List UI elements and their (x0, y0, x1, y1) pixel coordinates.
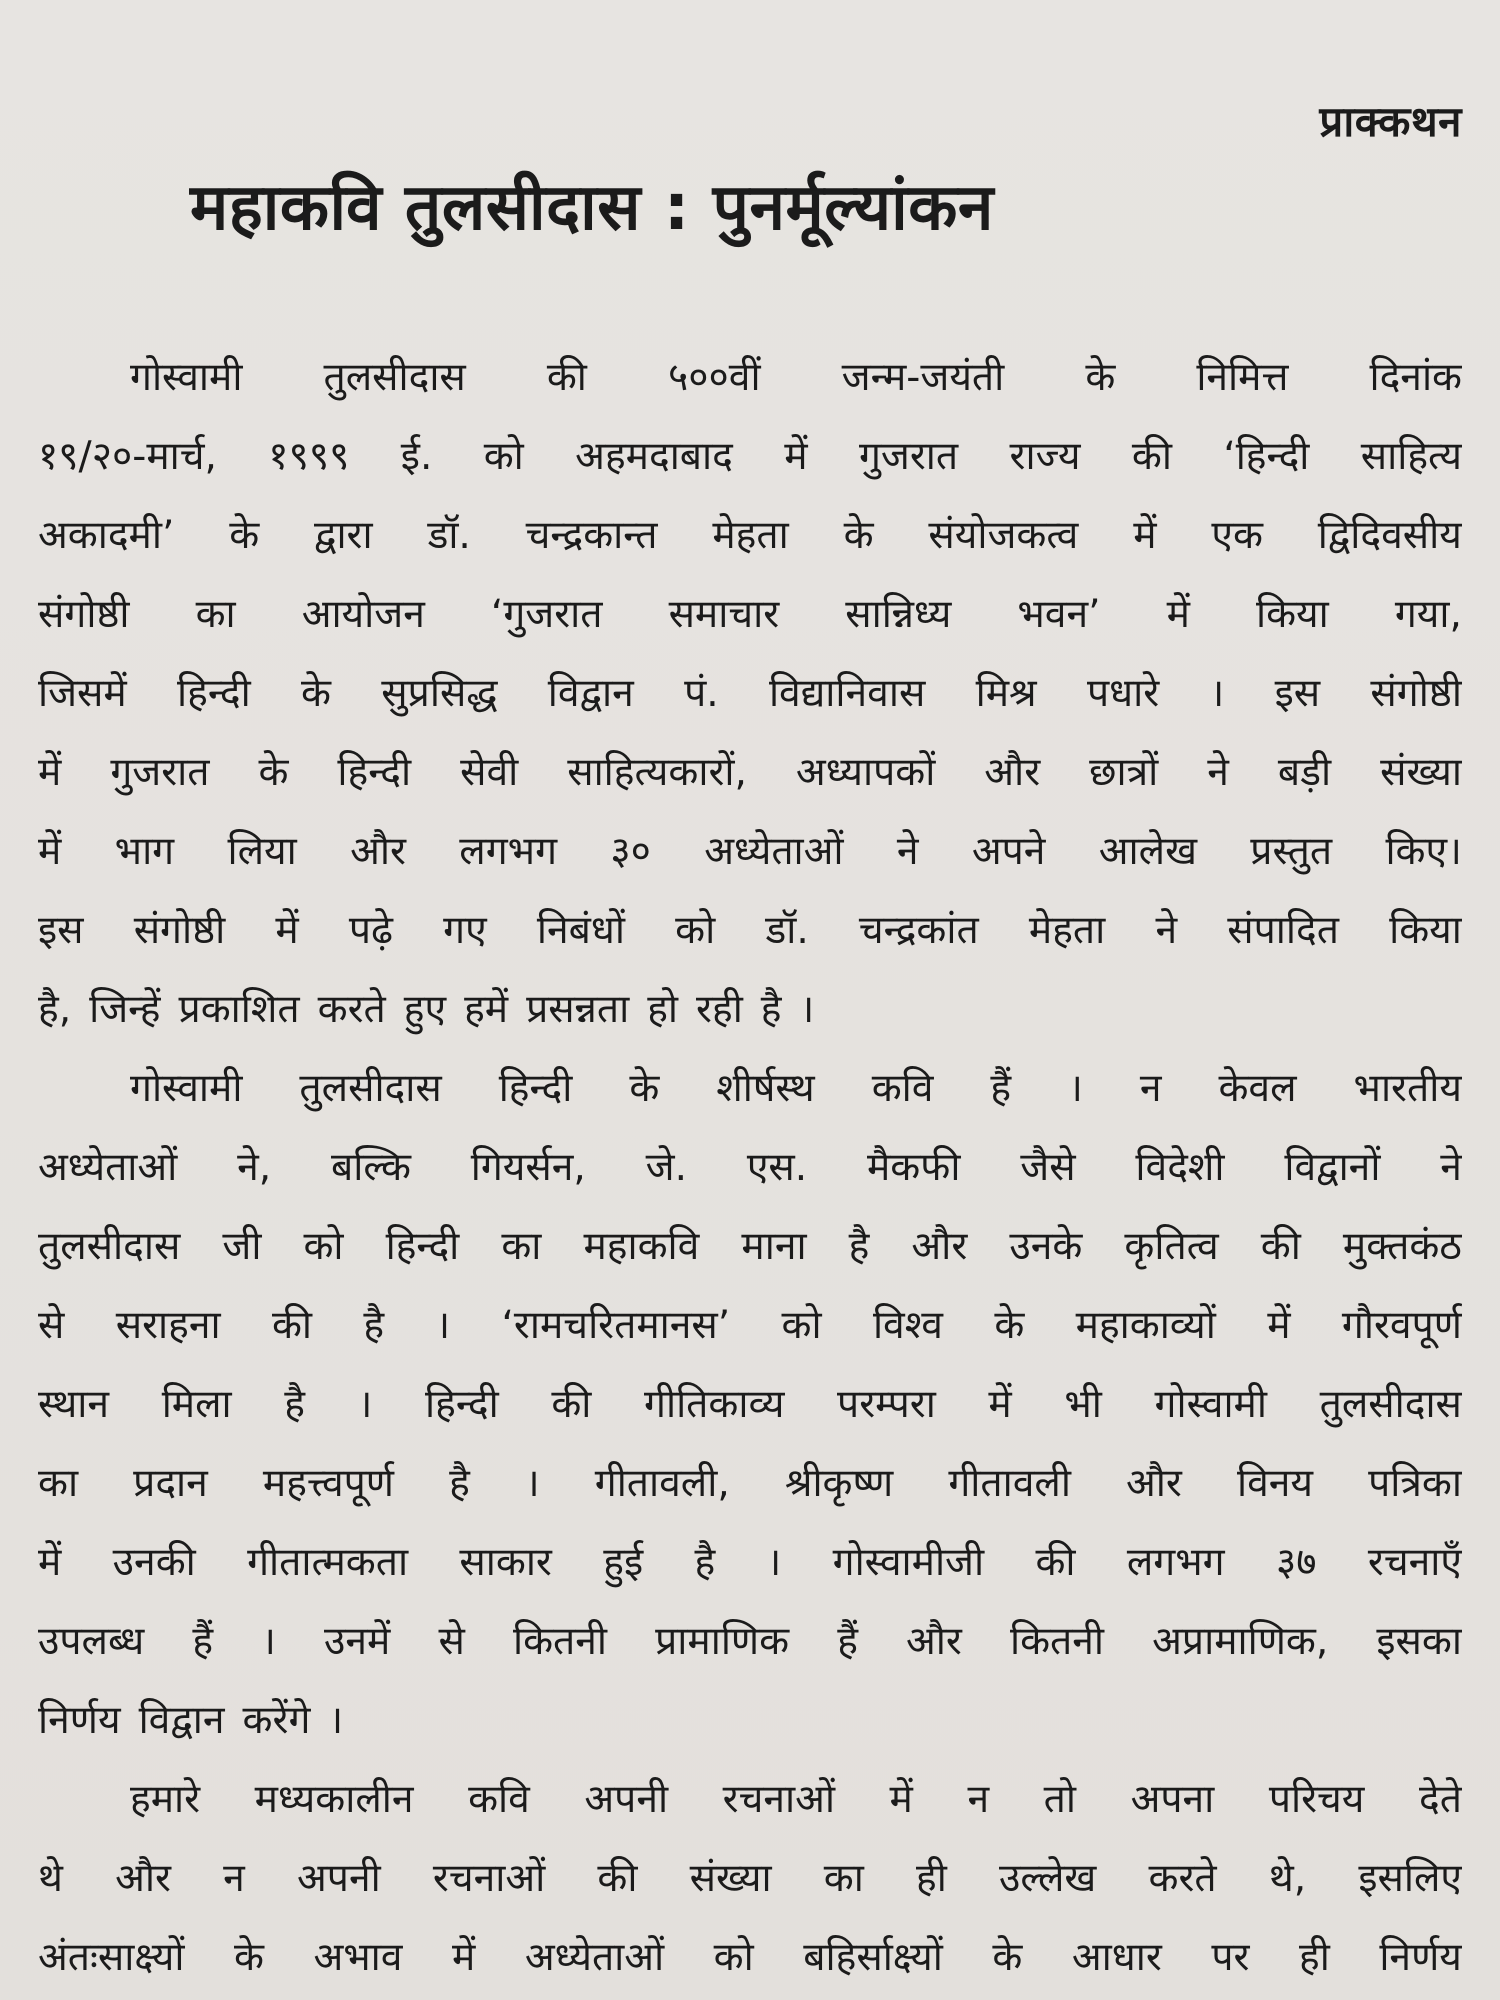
text-line (38, 1286, 1462, 1365)
word: ने (1207, 750, 1229, 795)
text-line (38, 1760, 1462, 1839)
word: लगभग (459, 829, 558, 874)
word: को (781, 1303, 822, 1348)
word: से (38, 1303, 65, 1348)
word: आधार (1071, 1935, 1162, 1980)
word: छात्रों (1089, 750, 1159, 795)
word: में (988, 1382, 1012, 1427)
word: है (760, 987, 782, 1032)
word: विद्वानों (1284, 1145, 1381, 1190)
text-line (38, 1523, 1462, 1602)
word: । (328, 1698, 344, 1743)
word: । (435, 1303, 451, 1348)
word: ने (1440, 1145, 1462, 1190)
word: की (271, 1303, 312, 1348)
text-line (38, 1365, 1462, 1444)
word: । (357, 1382, 373, 1427)
word: का (823, 1856, 864, 1901)
word: में (1267, 1303, 1291, 1348)
word: अंतःसाक्ष्यों (38, 1935, 185, 1980)
word: हो (647, 987, 679, 1032)
word: संगोष्ठी (1370, 671, 1462, 716)
word: का (501, 1224, 542, 1269)
word: और (984, 750, 1041, 795)
word: ई. (400, 434, 433, 479)
word: महाकाव्यों (1075, 1303, 1216, 1348)
word: हैं (192, 1619, 214, 1664)
paragraph-3 (38, 1760, 1462, 1997)
word: जे. (645, 1145, 687, 1190)
word: ‘गुजरात (490, 592, 603, 637)
word: थे (38, 1856, 63, 1901)
word: द्वारा (314, 513, 373, 558)
word: गौरवपूर्ण (1341, 1303, 1462, 1348)
word: हमें (464, 987, 509, 1032)
word: हुई (603, 1540, 644, 1585)
word: विद्यानिवास (768, 671, 926, 716)
text-line (38, 970, 1462, 1049)
word: लगभग (1126, 1540, 1225, 1585)
word: समाचार (668, 592, 780, 637)
word: और (1126, 1461, 1182, 1506)
word: जैसे (1020, 1145, 1076, 1190)
word: संख्या (1380, 750, 1462, 795)
word: गुजरात (858, 434, 959, 479)
word: से (438, 1619, 465, 1664)
word: में (784, 434, 808, 479)
word: तुलसीदास (1319, 1382, 1462, 1427)
text-line (38, 1918, 1462, 1997)
word: विदेशी (1135, 1145, 1225, 1190)
word: भवन’ (1017, 592, 1101, 637)
word: अप्रामाणिक, (1152, 1619, 1329, 1664)
word: जिसमें (38, 671, 127, 716)
word: संयोजकत्व (928, 513, 1079, 558)
word: उल्लेख (999, 1856, 1097, 1901)
text-line (38, 733, 1462, 812)
word: भारतीय (1353, 1066, 1462, 1111)
word: है (694, 1540, 716, 1585)
word: गोस्वामीजी (832, 1540, 985, 1585)
word: ५००वीं (667, 355, 761, 400)
word: अहमदाबाद (575, 434, 733, 479)
word: रचनाएँ (1367, 1540, 1462, 1585)
word: को (713, 1935, 754, 1980)
word: है (449, 1461, 470, 1506)
text-line (38, 891, 1462, 970)
word: संगोष्ठी (38, 592, 130, 637)
word: आलेख (1098, 829, 1197, 874)
word: डॉ. (765, 908, 809, 953)
word: की (597, 1856, 638, 1901)
paragraph-1 (38, 338, 1462, 1049)
word: के (994, 1303, 1025, 1348)
word: गया, (1394, 592, 1462, 637)
word: कवि (871, 1066, 934, 1111)
word: मिला (161, 1382, 232, 1427)
word: अपने (971, 829, 1046, 874)
word: मैकफी (866, 1145, 961, 1190)
text-line (38, 1681, 1462, 1760)
word: पधारे (1086, 671, 1160, 716)
word: हमारे (130, 1777, 201, 1822)
word: निबंधों (536, 908, 625, 953)
word: रचनाओं (432, 1856, 546, 1901)
word: इस (1274, 671, 1321, 716)
word: उपलब्ध (38, 1619, 145, 1664)
word: में (38, 750, 62, 795)
word: भी (1064, 1382, 1102, 1427)
word: । (799, 987, 815, 1032)
word: का (195, 592, 236, 637)
word: एक (1211, 513, 1263, 558)
text-line (38, 1602, 1462, 1681)
word: प्रदान (133, 1461, 208, 1506)
word: । (261, 1619, 276, 1664)
word: और (911, 1224, 968, 1269)
word: हिन्दी (337, 750, 412, 795)
word: श्रीकृष्ण (784, 1461, 894, 1506)
word: साहित्यकारों, (567, 750, 747, 795)
word: गोस्वामी (130, 355, 243, 400)
text-line (38, 1049, 1462, 1128)
word: ३० (610, 829, 651, 874)
word: के (233, 1935, 264, 1980)
word: न (223, 1856, 245, 1901)
word: सुप्रसिद्ध (381, 671, 498, 716)
word: किए। (1385, 829, 1462, 874)
word: संपादित (1227, 908, 1339, 953)
word: अध्येताओं (38, 1145, 178, 1190)
word: गोस्वामी (130, 1066, 243, 1111)
word: स्थान (38, 1382, 110, 1427)
word: गुजरात (110, 750, 210, 795)
word: विद्वान (547, 671, 634, 716)
text-line (38, 496, 1462, 575)
text-line (38, 654, 1462, 733)
word: के (1085, 355, 1116, 400)
word: का (38, 1461, 79, 1506)
word: कवि (468, 1777, 530, 1822)
word: इस (38, 908, 84, 953)
word: केवल (1218, 1066, 1297, 1111)
word: महाकवि (583, 1224, 700, 1269)
word: करेंगे (242, 1698, 311, 1743)
text-line (38, 417, 1462, 496)
word: और (350, 829, 406, 874)
word: गीतावली, (594, 1461, 730, 1506)
word: ही (1298, 1935, 1330, 1980)
word: की (551, 1382, 592, 1427)
word: हिन्दी (385, 1224, 460, 1269)
text-line (38, 1207, 1462, 1286)
word: और (115, 1856, 171, 1901)
word: विश्व (872, 1303, 943, 1348)
word: । (766, 1540, 782, 1585)
word: है, (38, 987, 72, 1032)
word: तो (1043, 1777, 1076, 1822)
word: हुए (403, 987, 447, 1032)
word: के (258, 750, 289, 795)
word: हिन्दी (425, 1382, 499, 1427)
word: में (1133, 513, 1157, 558)
word: निर्णय (1379, 1935, 1462, 1980)
word: ने (1155, 908, 1178, 953)
word: अध्येताओं (704, 829, 844, 874)
word: गियर्सन, (470, 1145, 586, 1190)
text-line (38, 1128, 1462, 1207)
word: रचनाओं (722, 1777, 835, 1822)
word: अध्यापकों (795, 750, 936, 795)
word: देते (1418, 1777, 1462, 1822)
word: तुलसीदास (323, 355, 466, 400)
word: करते (1148, 1856, 1217, 1901)
word: अकादमी’ (38, 513, 175, 558)
word: कितनी (1009, 1619, 1105, 1664)
word: की (1131, 434, 1172, 479)
body-text (38, 338, 1462, 1997)
word: में (889, 1777, 913, 1822)
word: बल्कि (330, 1145, 411, 1190)
word: माना (741, 1224, 807, 1269)
word: पर (1211, 1935, 1250, 1980)
word: में (275, 908, 299, 953)
text-line (38, 1444, 1462, 1523)
word: उनकी (112, 1540, 196, 1585)
word: । (1209, 671, 1225, 716)
word: इसका (1376, 1619, 1462, 1664)
word: के (992, 1935, 1023, 1980)
word: विद्वान (138, 1698, 225, 1743)
word: मध्यकालीन (254, 1777, 414, 1822)
word: पं. (684, 671, 719, 716)
word: की (1260, 1224, 1301, 1269)
word: गीतावली (948, 1461, 1071, 1506)
word: हैं (990, 1066, 1012, 1111)
word: । (524, 1461, 540, 1506)
word: संगोष्ठी (133, 908, 226, 953)
word: अपनी (297, 1856, 381, 1901)
word: मेहता (712, 513, 789, 558)
word: इसलिए (1358, 1856, 1462, 1901)
word: प्रामाणिक (655, 1619, 790, 1664)
word: अभाव (313, 1935, 403, 1980)
word: है (848, 1224, 870, 1269)
word: चन्द्रकांत (858, 908, 979, 953)
word: गीतिकाव्य (644, 1382, 785, 1427)
word: किया (1389, 908, 1462, 953)
word: के (229, 513, 260, 558)
word: जन्म-जयंती (841, 355, 1005, 400)
word: में (1166, 592, 1190, 637)
word: उनके (1009, 1224, 1083, 1269)
word: संख्या (689, 1856, 772, 1901)
word: सराहना (115, 1303, 221, 1348)
word: भाग (114, 829, 175, 874)
word: गए (443, 908, 487, 953)
word: दिनांक (1369, 355, 1462, 400)
word: और (906, 1619, 962, 1664)
word: साहित्य (1360, 434, 1462, 479)
word: है (284, 1382, 305, 1427)
word: तुलसीदास (299, 1066, 442, 1111)
word: शीर्षस्थ (716, 1066, 815, 1111)
word: ने, (237, 1145, 272, 1190)
word: लिया (227, 829, 297, 874)
text-line (38, 1839, 1462, 1918)
word: के (843, 513, 874, 558)
word: । (1068, 1066, 1083, 1111)
word: ‘रामचरितमानस’ (501, 1303, 731, 1348)
word: अपना (1130, 1777, 1215, 1822)
word: मेहता (1028, 908, 1106, 953)
word: करते (317, 987, 386, 1032)
word: को (675, 908, 716, 953)
word: प्रकाशित (178, 987, 300, 1032)
word: चन्द्रकान्त (525, 513, 658, 558)
paragraph-2 (38, 1049, 1462, 1760)
word: में (38, 1540, 62, 1585)
word: न (1139, 1066, 1162, 1111)
word: ही (916, 1856, 947, 1901)
word: हैं (837, 1619, 858, 1664)
word: न (967, 1777, 990, 1822)
word: कितनी (512, 1619, 607, 1664)
word: ३७ (1275, 1540, 1317, 1585)
word: प्रसन्नता (526, 987, 630, 1032)
word: १९/२०-मार्च, (38, 434, 217, 479)
word: के (629, 1066, 660, 1111)
word: अध्येताओं (524, 1935, 665, 1980)
word: किया (1256, 592, 1329, 637)
word: को (303, 1224, 344, 1269)
word: को (483, 434, 524, 479)
word: निर्णय (38, 1698, 121, 1743)
word: तुलसीदास (38, 1224, 181, 1269)
word: अपनी (584, 1777, 669, 1822)
word: बड़ी (1277, 750, 1332, 795)
word: रही (696, 987, 743, 1032)
section-label: प्राक्कथन (1319, 97, 1462, 146)
word: थे, (1268, 1856, 1307, 1901)
word: में (38, 829, 62, 874)
word: में (452, 1935, 476, 1980)
word: साकार (459, 1540, 552, 1585)
word: जी (222, 1224, 262, 1269)
page-title: महाकवि तुलसीदास : पुनर्मूल्यांकन (190, 171, 994, 245)
word: द्विदिवसीय (1317, 513, 1462, 558)
word: सान्निध्य (845, 592, 952, 637)
word: पढ़े (348, 908, 393, 953)
word: गीतात्मकता (247, 1540, 409, 1585)
word: गोस्वामी (1154, 1382, 1267, 1427)
word: एस. (746, 1145, 808, 1190)
word: आयोजन (301, 592, 425, 637)
word: हिन्दी (498, 1066, 573, 1111)
word: १९९९ (268, 434, 350, 479)
word: हिन्दी (177, 671, 251, 716)
word: राज्य (1009, 434, 1081, 479)
word: निमित्त (1196, 355, 1289, 400)
word: डॉ. (427, 513, 471, 558)
word: की (1035, 1540, 1076, 1585)
text-line (38, 575, 1462, 654)
word: महत्त्वपूर्ण (262, 1461, 394, 1506)
word: है (363, 1303, 385, 1348)
word: मिश्र (975, 671, 1037, 716)
word: सेवी (460, 750, 519, 795)
word: प्रस्तुत (1250, 829, 1333, 874)
word: के (301, 671, 331, 716)
word: विनय (1236, 1461, 1314, 1506)
word: मुक्तकंठ (1342, 1224, 1462, 1269)
word: उनमें (324, 1619, 391, 1664)
word: परम्परा (837, 1382, 936, 1427)
word: पत्रिका (1368, 1461, 1462, 1506)
word: की (546, 355, 587, 400)
word: ने (896, 829, 919, 874)
word: परिचय (1268, 1777, 1365, 1822)
text-line (38, 812, 1462, 891)
word: कृतित्व (1124, 1224, 1219, 1269)
text-line (38, 338, 1462, 417)
word: जिन्हें (89, 987, 161, 1032)
word: ‘हिन्दी (1223, 434, 1310, 479)
word: बहिर्साक्ष्यों (803, 1935, 943, 1980)
